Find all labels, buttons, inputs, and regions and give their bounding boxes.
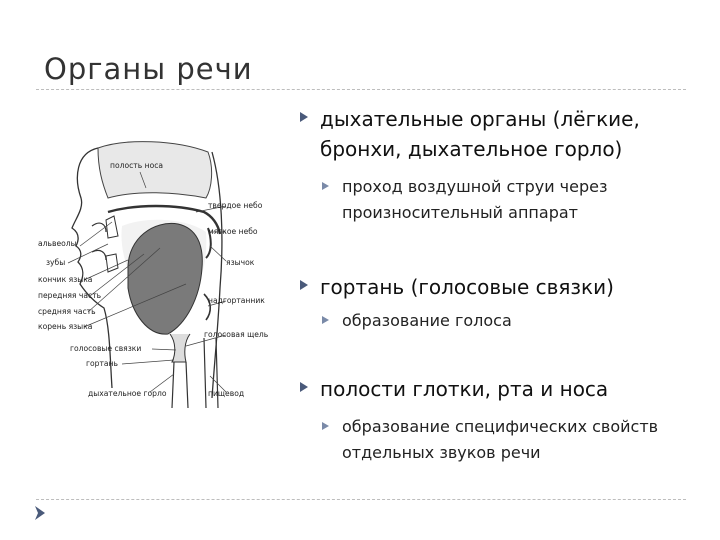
lips bbox=[92, 223, 106, 260]
label-tongue-root: корень языка bbox=[38, 322, 93, 331]
tongue bbox=[128, 223, 202, 334]
label-hard-palate: твердое небо bbox=[208, 201, 263, 210]
trachea bbox=[172, 362, 188, 408]
sub-bullet-text: образование голоса bbox=[342, 311, 512, 330]
bullet-marker-icon bbox=[300, 112, 308, 122]
label-alveoli: альвеолы bbox=[38, 239, 77, 248]
top-divider bbox=[36, 89, 686, 90]
label-tongue-tip: кончик языка bbox=[38, 275, 93, 284]
larynx-shape bbox=[170, 334, 190, 362]
sub-bullet-marker-icon bbox=[322, 316, 329, 324]
bullet-text: дыхательные органы (лёгкие, бронхи, дыхательное горло) bbox=[320, 107, 640, 161]
label-nasal-cavity: полость носа bbox=[110, 161, 164, 170]
slide-nav-arrow-icon[interactable] bbox=[34, 505, 46, 521]
speech-organs-diagram bbox=[36, 128, 276, 418]
sub-bullet-text: образование специфических свойств отдельных звуков речи bbox=[342, 417, 659, 462]
bullet-text: гортань (голосовые связки) bbox=[320, 275, 614, 299]
upper-teeth bbox=[106, 216, 118, 238]
sub-bullet-marker-icon bbox=[322, 182, 329, 190]
label-uvula: язычок bbox=[226, 258, 255, 267]
label-soft-palate: мягкое небо bbox=[208, 227, 258, 236]
sub-bullet-text: проход воздушной струи через произносительный аппарат bbox=[342, 177, 608, 222]
label-front-part: передняя часть bbox=[38, 291, 102, 300]
label-esophagus: пищевод bbox=[208, 389, 245, 398]
label-epiglottis: надгортанник bbox=[208, 296, 265, 305]
label-windpipe: дыхательное горло bbox=[88, 389, 167, 398]
bullet-marker-icon bbox=[300, 280, 308, 290]
sub-bullet-marker-icon bbox=[322, 422, 329, 430]
bottom-divider bbox=[36, 499, 686, 500]
label-middle-part: средняя часть bbox=[38, 307, 96, 316]
slide-title: Органы речи bbox=[44, 52, 253, 86]
label-larynx: гортань bbox=[86, 359, 118, 368]
label-vocal-cords: голосовые связки bbox=[70, 344, 142, 353]
bullet-marker-icon bbox=[300, 382, 308, 392]
label-glottis: голосовая щель bbox=[204, 330, 269, 339]
label-teeth: зубы bbox=[46, 258, 66, 267]
bullet-text: полости глотки, рта и носа bbox=[320, 377, 609, 401]
